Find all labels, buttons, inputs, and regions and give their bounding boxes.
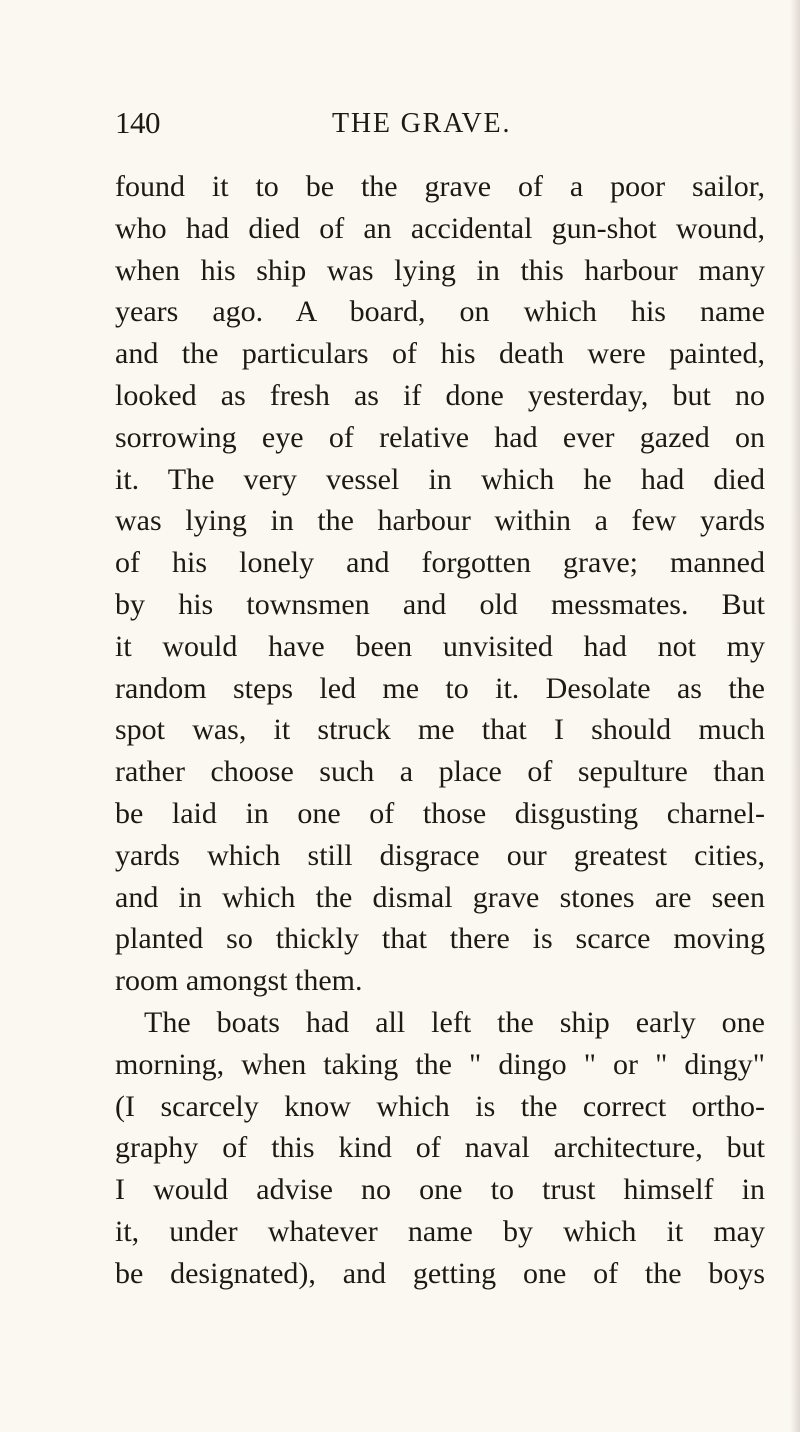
text-line: be laid in one of those disgusting charnel-: [115, 796, 765, 830]
text-line: found it to be the grave of a poor sailor,: [115, 170, 765, 203]
text-line: by his townsmen and old messmates. But: [115, 587, 765, 621]
text-line: years ago. A board, on which his name: [115, 295, 765, 329]
page-edge-shadow: [790, 0, 800, 1432]
paragraph-end-line: room amongst them.: [115, 964, 363, 998]
text-line: who had died of an accidental gun-shot wound,: [115, 211, 765, 245]
text-line: spot was, it struck me that I should much: [115, 713, 765, 747]
page-heading: THE GRAVE.: [332, 108, 512, 139]
text-line: random steps led me to it. Desolate as the: [115, 671, 765, 705]
body-text: [115, 166, 765, 1295]
text-line: was lying in the harbour within a few yards: [115, 504, 765, 538]
text-line: and the particulars of his death were painted,: [115, 337, 765, 371]
text-line: yards which still disgrace our greatest cities,: [115, 838, 765, 872]
text-line: sorrowing eye of relative had ever gazed on: [115, 420, 765, 454]
text-line: when his ship was lying in this harbour many: [115, 253, 765, 287]
text-line: and in which the dismal grave stones are seen: [115, 880, 765, 914]
text-line: it. The very vessel in which he had died: [115, 462, 765, 496]
text-line: graphy of this kind of naval architecture, but: [115, 1131, 765, 1165]
text-line: looked as fresh as if done yesterday, but no: [115, 378, 765, 412]
text-line: be designated), and getting one of the boys: [115, 1256, 765, 1290]
text-line: it would have been unvisited had not my: [115, 629, 765, 663]
text-line: rather choose such a place of sepulture than: [115, 755, 765, 789]
text-line: of his lonely and forgotten grave; manned: [115, 546, 765, 580]
page-number: 140: [115, 105, 160, 140]
running-head: [115, 100, 765, 146]
text-line: morning, when taking the " dingo " or " dingy": [115, 1047, 765, 1081]
text-line: planted so thickly that there is scarce moving: [115, 922, 765, 956]
text-line: I would advise no one to trust himself in: [115, 1173, 765, 1207]
text-line: it, under whatever name by which it may: [115, 1214, 765, 1248]
text-line: (I scarcely know which is the correct ortho-: [115, 1089, 765, 1123]
paragraph-start-line: The boats had all left the ship early one: [144, 1005, 765, 1039]
